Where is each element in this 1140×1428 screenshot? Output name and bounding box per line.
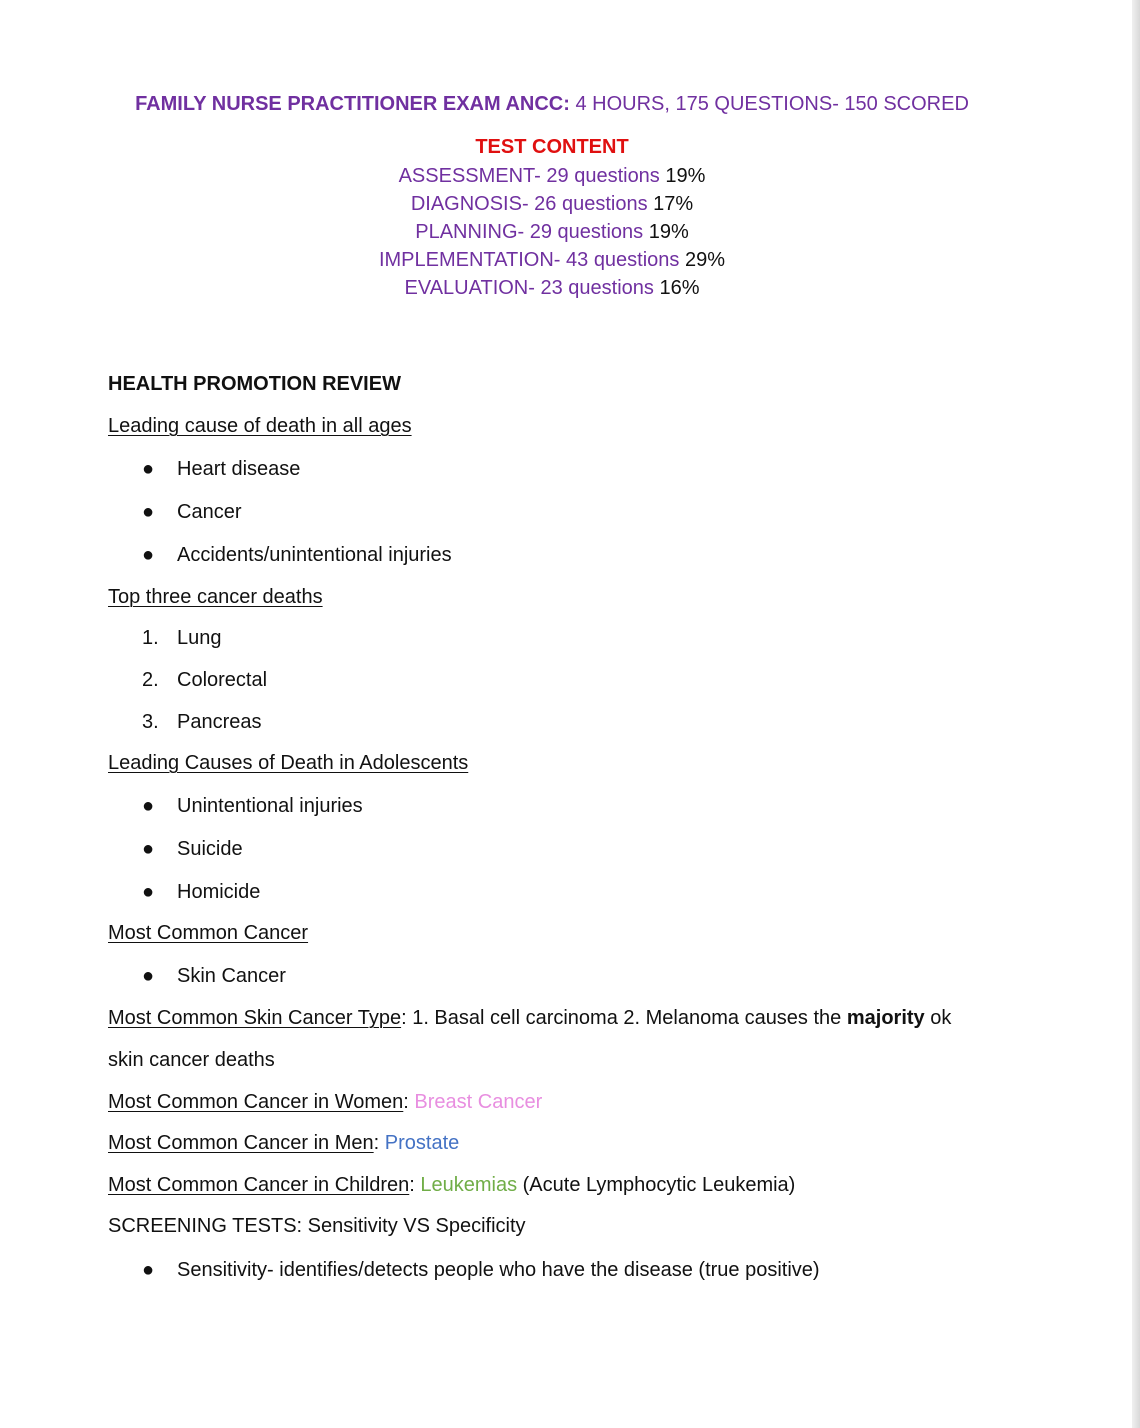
list-number: 1. xyxy=(142,627,159,649)
leading-cause-title: Leading cause of death in all ages xyxy=(108,415,412,437)
bullet-icon: ● xyxy=(142,881,155,903)
skin-type-continuation: skin cancer deaths xyxy=(108,1049,275,1071)
content-row-diagnosis xyxy=(0,191,1104,219)
content-row-percent: 19% xyxy=(659,165,706,187)
content-row-percent: 17% xyxy=(647,193,694,215)
content-row-implementation xyxy=(0,247,1104,275)
top-three-title: Top three cancer deaths xyxy=(108,586,323,608)
most-common-title: Most Common Cancer xyxy=(108,922,309,944)
list-item: Cancer xyxy=(177,501,242,523)
children-title: Most Common Cancer in Children xyxy=(108,1174,410,1196)
adolescents-title: Leading Causes of Death in Adolescents xyxy=(108,752,469,774)
page-edge-shadow xyxy=(1132,0,1140,1428)
list-item: Heart disease xyxy=(177,458,301,480)
screening-title: SCREENING TESTS: Sensitivity VS Specificity xyxy=(108,1215,526,1237)
content-row-assessment xyxy=(0,163,1104,191)
list-item: Colorectal xyxy=(177,669,268,691)
children-extra: (Acute Lymphocytic Leukemia) xyxy=(517,1174,796,1196)
list-item: Suicide xyxy=(177,838,243,860)
children-line xyxy=(108,1173,795,1197)
exam-title-rest: 4 HOURS, 175 QUESTIONS- 150 SCORED xyxy=(569,93,969,115)
list-item: Pancreas xyxy=(177,711,262,733)
skin-type-after: ok xyxy=(924,1007,952,1029)
skin-type-bold: majority xyxy=(846,1007,925,1029)
children-sep: : xyxy=(409,1174,421,1196)
women-sep: : xyxy=(403,1091,415,1113)
content-row-planning xyxy=(0,219,1104,247)
women-answer: Breast Cancer xyxy=(414,1091,543,1113)
list-number: 3. xyxy=(142,711,159,733)
bullet-icon: ● xyxy=(142,544,155,566)
content-row-label: IMPLEMENTATION- 43 questions xyxy=(378,249,680,271)
bullet-icon: ● xyxy=(142,1259,155,1281)
list-number: 2. xyxy=(142,669,159,691)
content-row-label: ASSESSMENT- 29 questions xyxy=(398,165,660,187)
men-title: Most Common Cancer in Men xyxy=(108,1132,374,1154)
content-row-percent: 19% xyxy=(643,221,689,243)
content-row-percent: 16% xyxy=(653,277,700,299)
content-row-label: DIAGNOSIS- 26 questions xyxy=(410,193,648,215)
list-item: Accidents/unintentional injuries xyxy=(177,544,452,566)
skin-type-text: : 1. Basal cell carcinoma 2. Melanoma causes the xyxy=(401,1007,847,1029)
list-item: Skin Cancer xyxy=(177,965,286,987)
list-item: Homicide xyxy=(177,881,261,903)
men-sep: : xyxy=(373,1132,385,1154)
content-row-evaluation xyxy=(0,275,1104,303)
men-answer: Prostate xyxy=(384,1132,460,1154)
exam-title xyxy=(0,93,1104,116)
content-row-label: PLANNING- 29 questions xyxy=(415,221,644,243)
exam-title-bold: FAMILY NURSE PRACTITIONER EXAM ANCC: xyxy=(135,93,570,115)
bullet-icon: ● xyxy=(142,795,155,817)
skin-type-title: Most Common Skin Cancer Type xyxy=(108,1007,402,1029)
test-content-label: TEST CONTENT xyxy=(475,136,629,158)
skin-type-line xyxy=(108,1006,951,1030)
section-heading: HEALTH PROMOTION REVIEW xyxy=(108,373,401,395)
list-item: Sensitivity- identifies/detects people who have the disease (true positive) xyxy=(177,1259,820,1281)
list-item: Unintentional injuries xyxy=(177,795,363,817)
test-content-list xyxy=(0,163,1104,303)
bullet-icon: ● xyxy=(142,458,155,480)
men-line xyxy=(108,1131,459,1155)
women-title: Most Common Cancer in Women xyxy=(108,1091,404,1113)
content-row-percent: 29% xyxy=(679,249,726,271)
women-line xyxy=(108,1090,542,1114)
content-row-label: EVALUATION- 23 questions xyxy=(404,277,654,299)
bullet-icon: ● xyxy=(142,965,155,987)
list-item: Lung xyxy=(177,627,222,649)
children-answer: Leukemias xyxy=(420,1174,518,1196)
bullet-icon: ● xyxy=(142,501,155,523)
bullet-icon: ● xyxy=(142,838,155,860)
